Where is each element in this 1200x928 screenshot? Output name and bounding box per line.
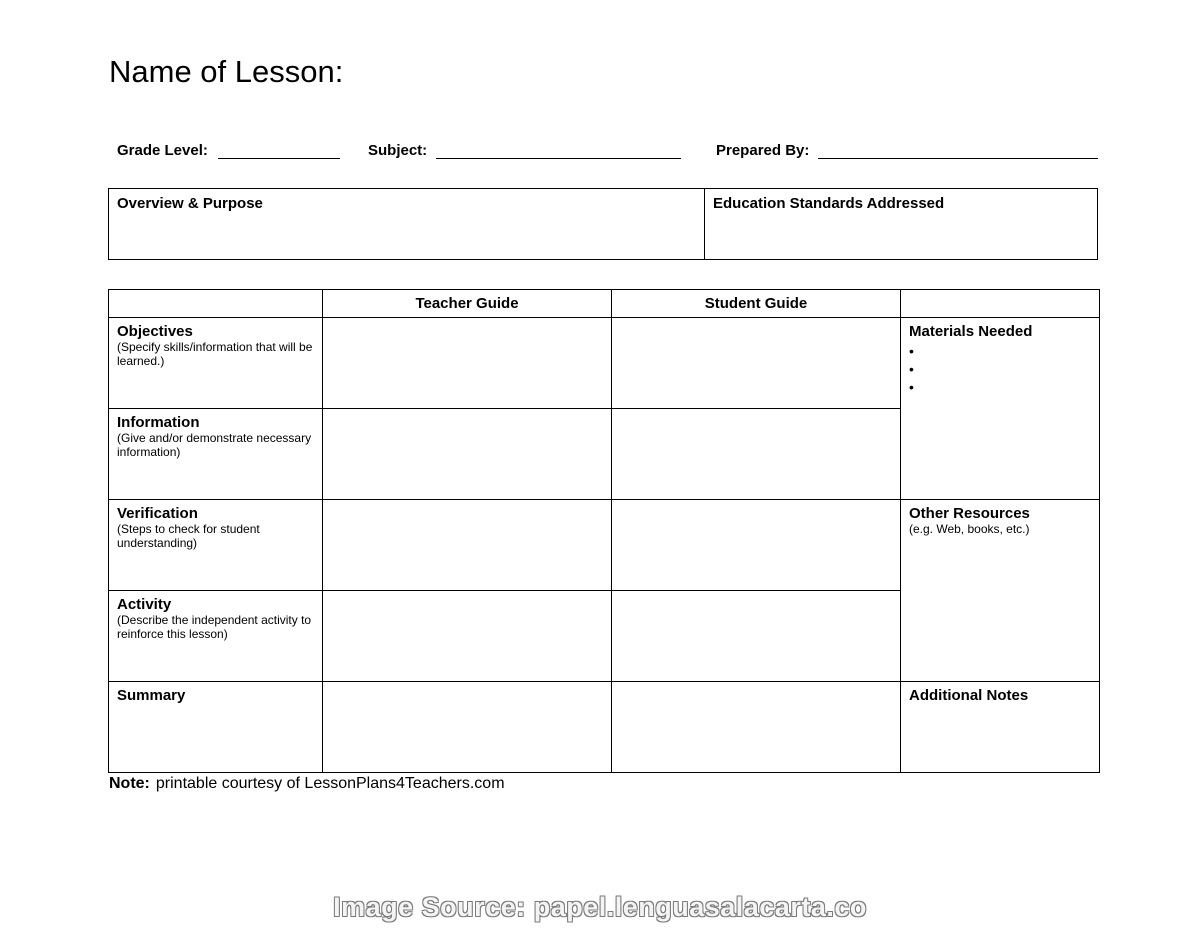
prepared-by-label: Prepared By: — [716, 142, 810, 159]
row-description: (Steps to check for student understanding) — [117, 522, 260, 550]
materials-list — [909, 342, 1099, 396]
student-guide-cell[interactable] — [612, 682, 901, 773]
table-row-summary — [109, 682, 1100, 773]
student-guide-cell[interactable] — [612, 500, 901, 591]
row-heading: Summary — [117, 687, 186, 704]
note-label: Note: — [109, 775, 150, 792]
teacher-guide-header: Teacher Guide — [323, 290, 612, 318]
materials-needed-cell[interactable] — [901, 318, 1100, 500]
notes-heading: Additional Notes — [909, 687, 1029, 704]
header-cell-blank — [109, 290, 323, 318]
teacher-guide-cell[interactable] — [323, 318, 612, 409]
header-cell-blank-right — [901, 290, 1100, 318]
grade-level-field[interactable] — [218, 158, 340, 159]
page-title: Name of Lesson: — [109, 54, 344, 89]
additional-notes-cell[interactable] — [901, 682, 1100, 773]
overview-standards-box — [108, 188, 1098, 260]
row-label-verification — [109, 500, 323, 591]
row-heading: Information — [117, 414, 200, 431]
row-label-activity — [109, 591, 323, 682]
row-label-summary — [109, 682, 323, 773]
grade-level-label: Grade Level: — [117, 142, 208, 159]
table-row-objectives — [109, 318, 1100, 409]
table-header-row — [109, 290, 1100, 318]
row-label-information — [109, 409, 323, 500]
row-description: (Describe the independent activity to reinforce this lesson) — [117, 613, 312, 641]
box-divider — [704, 189, 705, 259]
subject-label: Subject: — [368, 142, 428, 159]
standards-heading: Education Standards Addressed — [713, 195, 945, 212]
list-item — [909, 378, 1099, 396]
materials-heading: Materials Needed — [909, 323, 1033, 340]
student-guide-cell[interactable] — [612, 409, 901, 500]
student-guide-header: Student Guide — [612, 290, 901, 318]
resources-description: (e.g. Web, books, etc.) — [909, 522, 1030, 536]
row-heading: Activity — [117, 596, 172, 613]
row-heading: Verification — [117, 505, 198, 522]
note-text: printable courtesy of LessonPlans4Teachers.com — [155, 775, 505, 792]
list-item — [909, 360, 1099, 378]
table-row-verification — [109, 500, 1100, 591]
list-item — [909, 342, 1099, 360]
other-resources-cell[interactable] — [901, 500, 1100, 682]
footer-note — [109, 775, 505, 793]
subject-field[interactable] — [436, 158, 681, 159]
row-label-objectives — [109, 318, 323, 409]
resources-heading: Other Resources — [909, 505, 1030, 522]
teacher-guide-cell[interactable] — [323, 500, 612, 591]
lesson-plan-table — [108, 289, 1100, 773]
row-heading: Objectives — [117, 323, 193, 340]
image-source-watermark: Image Source: papel.lenguasalacarta.co — [333, 892, 867, 922]
teacher-guide-cell[interactable] — [323, 682, 612, 773]
teacher-guide-cell[interactable] — [323, 409, 612, 500]
row-description: (Specify skills/information that will be learned.) — [117, 340, 313, 368]
prepared-by-field[interactable] — [818, 158, 1098, 159]
overview-heading: Overview & Purpose — [117, 195, 263, 212]
row-description: (Give and/or demonstrate necessary information) — [117, 431, 312, 459]
student-guide-cell[interactable] — [612, 591, 901, 682]
student-guide-cell[interactable] — [612, 318, 901, 409]
teacher-guide-cell[interactable] — [323, 591, 612, 682]
